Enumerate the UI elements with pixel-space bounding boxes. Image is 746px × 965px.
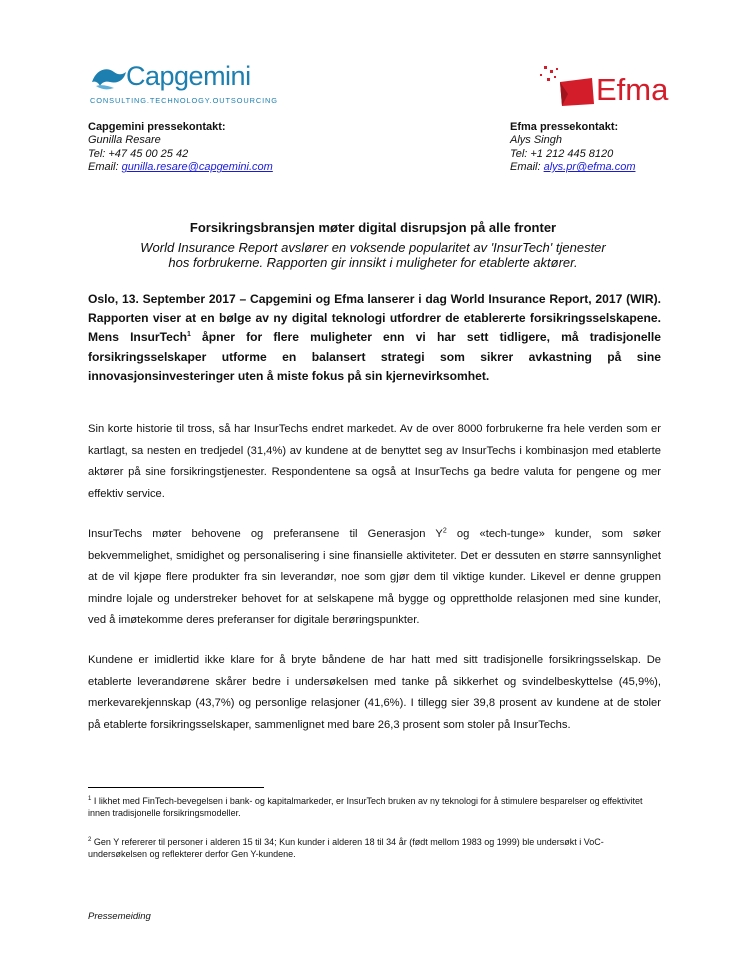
body-paragraph-3: Kundene er imidlertid ikke klare for å bryte båndene de har hatt med sitt tradisjonelle forsikringsselskap. De etablerte leverandørene skårer bedre i undersøkelsen med tanke på sikkerhet og svindelbeskyttelse (45,9%), merkevarekjennskap (43,7%) og personlige relasjoner (41,6%). I tillegg sier 39,8 prosent av kundene at de stoler på etablerte forsikringsselskaper, sammenlignet med bare 26,3 prosent som stoler på InsurTechs. (88, 654, 661, 731)
contact-phone: Tel: +47 45 00 25 42 (88, 147, 189, 160)
capgemini-tagline: CONSULTING.TECHNOLOGY.OUTSOURCING (90, 96, 278, 105)
capgemini-logo (88, 60, 278, 108)
contact-email-row (88, 161, 273, 174)
footnote-text: I likhet med FinTech-bevegelsen i bank- og kapitalmarkeder, er InsurTech bruken av ny teknologi for å stimulere besparelser og effektivitet innen tradisjonelle forsikringsmodeller. (88, 796, 643, 818)
footnote-text: Gen Y refererer til personer i alderen 15 til 34; Kun kunder i alderen 18 til 34 år (født mellom 1983 og 1999) ble undersøkt i VoC-undersøkelsen og reflekterer derfor Gen Y-kundene. (88, 837, 604, 859)
footnote-ref-2: 2 (442, 527, 447, 535)
contact-email-row (510, 161, 635, 174)
footnote-divider (88, 787, 264, 788)
headline: Forsikringsbransjen møter digital disrupsjon på alle fronter (189, 220, 557, 235)
footnote-1 (88, 796, 661, 819)
contact-email-link[interactable]: gunilla.resare@capgemini.com (121, 161, 273, 174)
lead-paragraph (88, 290, 661, 386)
footnote-ref-1: 1 (186, 331, 191, 339)
contact-name: Gunilla Resare (88, 134, 161, 147)
contact-email-link[interactable]: alys.pr@efma.com (543, 161, 636, 174)
footnote-number: 2 (88, 837, 92, 843)
contact-email-label: Email: (88, 161, 122, 174)
para2-text-a: InsurTechs møter behovene og preferansene til Generasjon Y (88, 528, 443, 540)
lead-text-a: Oslo, 13. September 2017 – Capgemini og Efma lanserer i dag World Insurance Report, 2017 (WIR). Rapporten viser at en bølge av ny digital teknologi utfordrer de etablererte forsikringsselskapene. Mens InsurTech (88, 292, 661, 345)
body-paragraph-1: Sin korte historie til tross, så har InsurTechs endret markedet. Av de over 8000 forbrukerne fra hele verden som er kartlagt, sa nesten en tredjedel (31,4%) av kundene at de benyttet seg av InsurTechs i kombinasjon med etablerte aktører på sine forsikringstjenester. Respondentene sa også at InsurTechs ga bedre valuta for pengene og mer effektiv service. (88, 423, 661, 500)
capgemini-contact (88, 121, 273, 175)
contact-phone: Tel: +1 212 445 8120 (510, 147, 614, 160)
contact-name: Alys Singh (510, 134, 562, 147)
contact-email-label: Email: (510, 161, 544, 174)
subheadline (0, 240, 746, 270)
contact-title: Capgemini pressekontakt: (88, 121, 226, 133)
contact-title: Efma pressekontakt: (510, 121, 619, 133)
capgemini-spade-icon (88, 60, 128, 94)
efma-logo (538, 64, 688, 110)
subheadline-line-2: hos forbrukerne. Rapporten gir innsikt i muligheter for etablerte aktører. (168, 255, 578, 270)
para2-text-b: og «tech-tunge» kunder, som søker bekvemmelighet, smidighet og personalisering i sine finansielle aktiviteter. Det er dessuten en større sannsynlighet at de vil kjøpe flere produkter fra sin leverandør, noe som gjør dem til viktige kunder. Likevel er denne gruppen mindre lojale og understreker behovet for at selskapene må bygge og opprettholde relasjonen med sine kunder, ved å imøtekomme deres preferanser for digitale berøringspunkter. (88, 528, 661, 626)
efma-mark-icon (538, 64, 598, 110)
efma-wordmark: Efma (596, 72, 669, 107)
footnote-2 (88, 837, 661, 860)
lead-text-b: åpner for flere muligheter enn vi har sett tidligere, må tradisjonelle forsikringsselskaper utforme en balansert strategi som sikrer avkastning på sine innovasjonsinvesteringer uten å miste fokus på sin kjernevirksomhet. (88, 330, 661, 383)
body-paragraph-2 (88, 524, 661, 632)
capgemini-wordmark: Capgemini (126, 61, 251, 91)
subheadline-line-1: World Insurance Report avslører en voksende popularitet av 'InsurTech' tjenester (140, 240, 606, 255)
footnote-number: 1 (88, 796, 92, 802)
efma-contact (510, 121, 635, 175)
page-footer: Pressemeiding (88, 911, 151, 922)
